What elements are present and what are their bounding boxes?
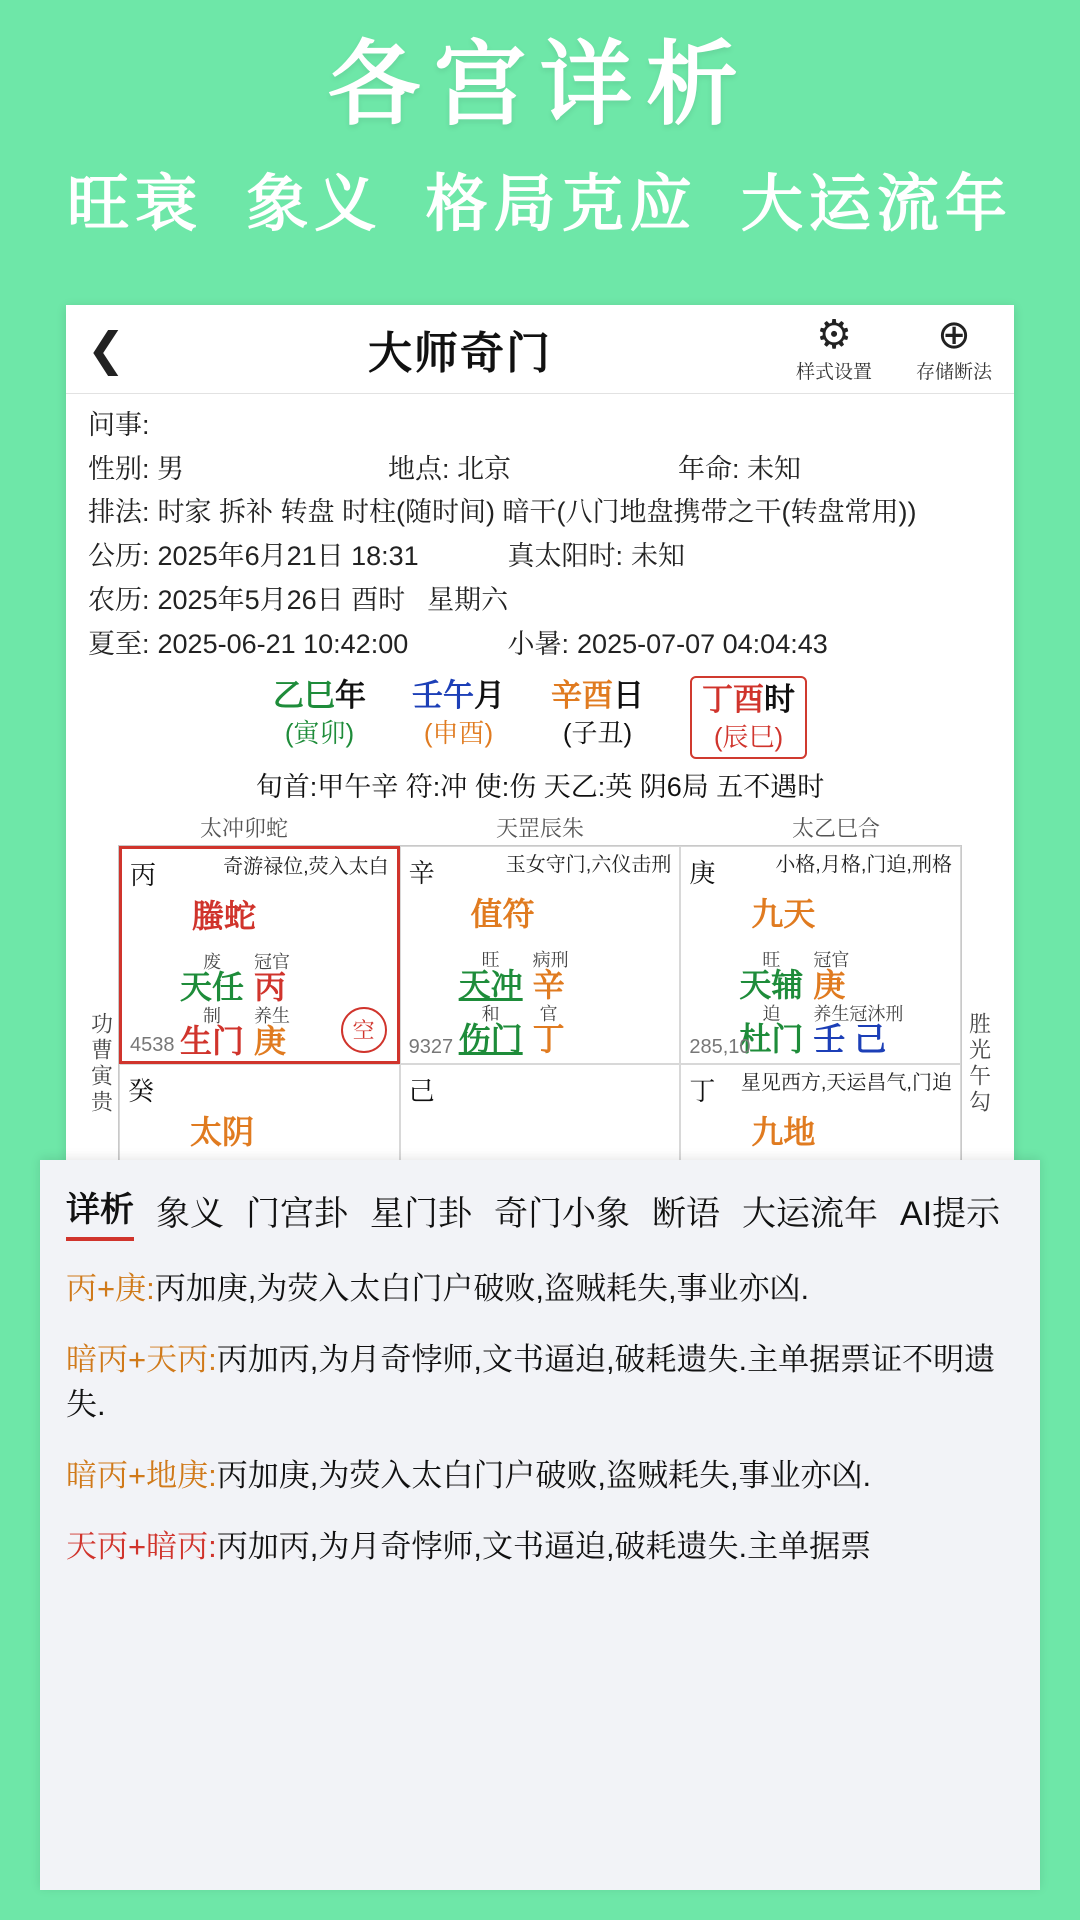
palace-stem: 丙	[130, 859, 157, 890]
palace-star-line	[459, 951, 569, 1003]
palace-door-line	[459, 1005, 565, 1057]
tab-luck-cycles[interactable]: 大运流年	[742, 1195, 878, 1233]
style-settings-button[interactable]	[774, 312, 894, 384]
ganzhi-row	[66, 676, 1014, 758]
analysis-item-text: 丙加丙,为月奇悖师,文书逼迫,破耗遗失.主单据票	[216, 1528, 872, 1564]
ganzhi-month-unit: 月	[474, 678, 505, 714]
palace-number: 4538	[130, 1033, 175, 1056]
grid-right-label: 胜光午勾	[966, 1011, 992, 1116]
save-method-label: 存储断法	[915, 361, 992, 383]
palace-stem: 辛	[408, 857, 435, 888]
palace-door-tag1: 迫	[762, 1003, 781, 1024]
solar-label: 公历:	[88, 541, 150, 572]
save-method-button[interactable]	[894, 312, 1014, 384]
app-title: 大师奇门	[368, 329, 552, 378]
ganzhi-hour[interactable]	[690, 676, 807, 758]
palace-door-name: 杜门	[739, 1020, 804, 1057]
palace-door-tag1: 制	[203, 1005, 221, 1026]
lunar-value: 2025年5月26日 酉时	[157, 584, 406, 615]
tab-ai-hints[interactable]: AI提示	[900, 1195, 1001, 1233]
ganzhi-month	[412, 676, 505, 750]
gender-field	[88, 448, 388, 492]
palace-god: 九天	[751, 895, 816, 932]
palace-stem: 庚	[689, 857, 716, 888]
palace-number: 9327	[408, 1035, 454, 1058]
palace-cell[interactable]	[119, 846, 400, 1064]
palace-door-name: 生门	[180, 1022, 245, 1059]
ganzhi-year-unit: 年	[335, 678, 366, 714]
term1-label: 夏至:	[88, 628, 150, 659]
analysis-item	[66, 1454, 1014, 1499]
promo-subtitle-item-1: 象义	[246, 170, 383, 240]
palace-pattern: 奇游禄位,荧入太白	[223, 855, 389, 878]
grid-top-label-2: 太乙巳合	[791, 815, 880, 841]
ganzhi-day-stem: 辛酉	[551, 678, 613, 714]
method-row	[88, 491, 992, 535]
analysis-item-key: 暗丙+地庚:	[66, 1457, 217, 1493]
palace-star-stem: 庚	[813, 966, 846, 1003]
analysis-item-key: 天丙+暗丙:	[66, 1528, 217, 1564]
ganzhi-year-stem: 乙巳	[273, 678, 335, 714]
question-row	[88, 404, 992, 448]
palace-stem: 癸	[128, 1075, 155, 1106]
fate-label: 年命:	[678, 453, 740, 484]
analysis-item	[66, 1267, 1014, 1312]
promo-subtitle-item-0: 旺衰	[67, 170, 204, 240]
back-chevron-icon[interactable]: ❮	[86, 323, 126, 375]
plus-circle-icon: ⊕	[937, 312, 971, 357]
palace-door-name: 伤门	[458, 1020, 523, 1057]
palace-door-tag2: 养生	[254, 1005, 291, 1026]
grid-top-labels	[66, 812, 1014, 843]
ganzhi-hour-stem: 丁酉	[702, 682, 764, 718]
ganzhi-hour-unit: 时	[764, 682, 795, 718]
analysis-item-key: 丙+庚:	[66, 1271, 155, 1306]
promo-subtitle-item-2: 格局克应	[425, 170, 698, 240]
analysis-item-text: 丙加庚,为荧入太白门户破败,盗贼耗失,事业亦凶.	[154, 1271, 810, 1306]
ganzhi-month-stem: 壬午	[412, 678, 474, 714]
ganzhi-day-unit: 日	[613, 678, 644, 714]
question-label: 问事:	[88, 410, 150, 440]
tab-door-palace-gua[interactable]: 门宫卦	[246, 1195, 348, 1233]
place-value: 北京	[457, 453, 512, 484]
analysis-item-text: 丙加庚,为荧入太白门户破败,盗贼耗失,事业亦凶.	[216, 1457, 872, 1493]
app-topbar	[66, 305, 1014, 394]
palace-stem: 丁	[689, 1075, 716, 1106]
palace-star-tag2: 冠官	[813, 949, 850, 970]
palace-cell[interactable]	[400, 846, 681, 1064]
promo-header	[0, 0, 1080, 243]
palace-star-tag1: 废	[203, 951, 221, 972]
analysis-tabs	[66, 1182, 1014, 1241]
palace-god: 太阴	[190, 1113, 255, 1150]
chart-info-block	[66, 394, 1014, 670]
palace-star-stem: 辛	[532, 966, 565, 1003]
palace-star-line	[739, 951, 849, 1003]
analysis-panel	[40, 1160, 1040, 1890]
palace-door-stem: 壬 己	[813, 1020, 887, 1057]
palace-door-line	[739, 1005, 903, 1057]
ganzhi-hour-hidden: (辰巳)	[713, 721, 784, 752]
term2-value: 2025-07-07 04:04:43	[577, 628, 828, 659]
promo-subtitle-item-3: 大运流年	[740, 170, 1013, 240]
gender-place-fate-row	[88, 448, 992, 492]
palace-star-name: 天辅	[739, 966, 804, 1003]
palace-star-tag1: 旺	[481, 949, 500, 970]
palace-door-tag1: 和	[481, 1003, 500, 1024]
method-value: 时家 拆补 转盘 时柱(随时间) 暗干(八门地盘携带之干(转盘常用))	[157, 497, 917, 528]
ganzhi-year	[273, 676, 366, 750]
ganzhi-year-hidden: (寅卯)	[284, 717, 355, 748]
analysis-item-text: 丙加丙,为月奇悖师,文书逼迫,破耗遗失.主单据票证不明遗失.	[66, 1341, 996, 1422]
fate-value: 未知	[747, 453, 802, 484]
tab-detail[interactable]: 详析	[66, 1182, 134, 1241]
palace-star-stem: 丙	[254, 968, 287, 1005]
grid-top-label-0: 太冲卯蛇	[199, 815, 288, 841]
palace-door-tag2: 官	[539, 1003, 558, 1024]
palace-door-stem: 庚	[254, 1022, 287, 1059]
palace-god: 九地	[751, 1113, 816, 1150]
tab-symbolism[interactable]: 象义	[156, 1195, 224, 1233]
grid-left-label: 功曹寅贵	[88, 1011, 114, 1116]
place-field	[388, 448, 678, 492]
solar-row	[88, 535, 992, 579]
truesun-value: 未知	[631, 541, 686, 572]
promo-subtitle	[0, 154, 1080, 243]
analysis-item-key: 暗丙+天丙:	[66, 1341, 217, 1377]
place-label: 地点:	[388, 453, 450, 484]
ganzhi-day-hidden: (子丑)	[562, 717, 633, 748]
lunar-row	[88, 579, 992, 623]
term1-value: 2025-06-21 10:42:00	[157, 628, 409, 659]
palace-star-tag2: 冠官	[254, 951, 291, 972]
palace-star-name: 天任	[180, 968, 245, 1005]
palace-empty-stamp: 空	[341, 1007, 387, 1053]
solar-terms-row	[88, 623, 992, 667]
palace-pattern: 星见西方,天运昌气,门迫	[740, 1071, 952, 1094]
palace-pattern: 玉女守门,六仪击刑	[505, 853, 672, 876]
palace-star-tag1: 旺	[762, 949, 781, 970]
ganzhi-month-hidden: (申酉)	[423, 717, 494, 748]
analysis-item	[66, 1338, 1014, 1428]
promo-title: 各宫详析	[327, 34, 752, 136]
grid-top-label-1: 天罡辰朱	[495, 815, 584, 841]
palace-door-line	[180, 1007, 290, 1059]
analysis-item	[66, 1525, 1014, 1570]
palace-star-line	[180, 953, 290, 1005]
style-settings-label: 样式设置	[795, 361, 872, 383]
palace-door-tag2: 养生冠沐刑	[813, 1003, 904, 1024]
ganzhi-day	[551, 676, 644, 750]
palace-cell[interactable]	[680, 846, 961, 1064]
tab-judgement[interactable]: 断语	[652, 1195, 720, 1233]
gender-value: 男	[157, 453, 185, 484]
app-screenshot-panel	[66, 305, 1014, 1165]
palace-number: 285,10	[689, 1035, 751, 1058]
palace-stem: 己	[408, 1075, 435, 1106]
tab-qimen-images[interactable]: 奇门小象	[494, 1195, 630, 1233]
palace-god: 螣蛇	[192, 897, 257, 934]
gear-icon: ⚙	[816, 312, 852, 357]
gender-label: 性别:	[88, 453, 150, 484]
chart-meta-line: 旬首:甲午辛 符:冲 使:伤 天乙:英 阴6局 五不遇时	[255, 771, 825, 802]
lunar-label: 农历:	[88, 584, 150, 615]
palace-pattern: 小格,月格,门迫,刑格	[775, 853, 952, 876]
weekday-value: 星期六	[427, 584, 509, 615]
truesun-label: 真太阳时:	[507, 541, 624, 572]
tab-star-door-gua[interactable]: 星门卦	[370, 1195, 472, 1233]
solar-value: 2025年6月21日 18:31	[157, 541, 419, 572]
fate-field	[678, 448, 801, 492]
palace-god: 值符	[470, 895, 535, 932]
palace-star-name: 天冲	[458, 966, 523, 1003]
palace-star-tag2: 病刑	[532, 949, 569, 970]
palace-door-stem: 丁	[532, 1020, 565, 1057]
method-label: 排法:	[88, 497, 150, 528]
term2-label: 小暑:	[507, 628, 570, 659]
